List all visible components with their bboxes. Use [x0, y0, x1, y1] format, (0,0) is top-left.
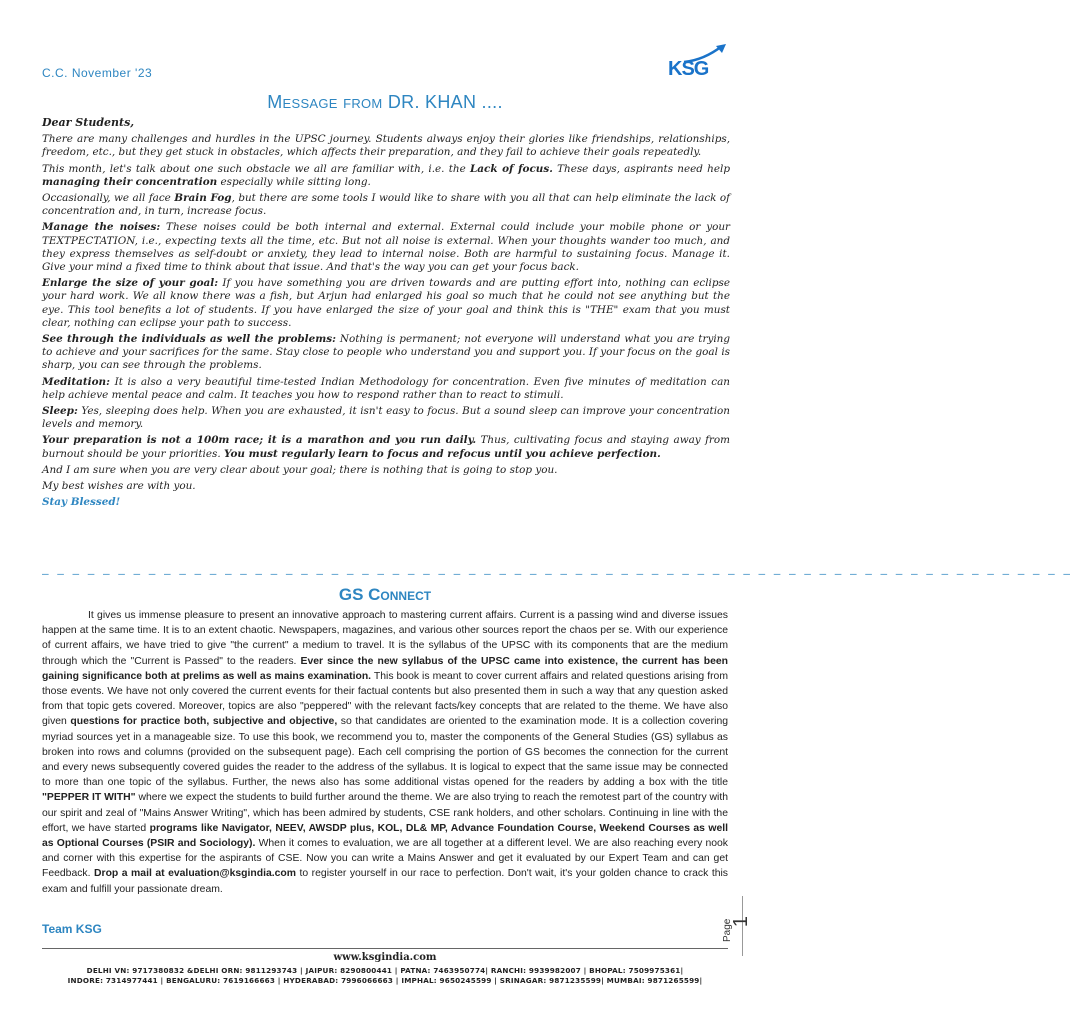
- greeting: Dear Students,: [42, 116, 135, 129]
- message-title: Message from DR. KHAN ....: [267, 92, 503, 112]
- paragraph-noises: Manage the noises: These noises could be both internal and external. External could include your mobile phone or your TEXTPECTATION, i.e., expecting texts all the time, etc. But not all noise is external. When your thoughts wander too much, and they express themselves as self-doubt or anxiety, they lead to internal noise. Both are harmful to sustaining focus. Manage it. Give your mind a fixed time to think about that issue. And that's the way you can get your focus back.: [42, 221, 730, 274]
- paragraph-intro: There are many challenges and hurdles in the UPSC journey. Students always enjoy their glories like friendships, relationships, freedom, etc., but they get stuck in obstacles, which affects their preparation, and they fail to achieve their goals repeatedly.: [42, 133, 730, 159]
- gs-connect-body: [42, 608, 728, 897]
- closing: Stay Blessed!: [42, 496, 121, 509]
- ksg-logo: [664, 44, 728, 80]
- page-number: 1: [730, 915, 753, 928]
- footer-rule: [42, 948, 728, 949]
- message-letter: [42, 116, 730, 512]
- paragraph-meditation: Meditation: It is also a very beautiful time-tested Indian Methodology for concentration. Even five minutes of meditation can help achieve mental peace and calm. It teaches you how to respond rather than to react to stimuli.: [42, 375, 730, 401]
- paragraph-see-through: See through the individuals as well the problems: Nothing is permanent; not everyone will understand what you are trying to achieve and your sacrifices for the same. Stay close to people who understand you and support you. If your focus on the goal is sharp, you can see through the problems.: [42, 333, 730, 372]
- gs-connect-title: GS Connect: [338, 585, 432, 604]
- gs-paragraph: It gives us immense pleasure to present an innovative approach to mastering current affairs. Current is a passing wind and diverse issues happen at the same time. It is to an extent chaotic. Newspapers, magazines, and various other sources report the chaos per se. With our experience of current affairs, we have tried to give "the current" a medium to travel. It is the syllabus of the UPSC with its components that are the medium through which the "Current is Passed" to the readers. Ever since the new syllabus of the UPSC came into existence, the current has been gaining significance both at prelims as well as mains examination. This book is meant to cover current affairs and related questions arising from those events. We have not only covered the current events for their factual contents but also presented them in such a way that any question asked from that topic gets covered. Moreover, topics are also "peppered" with the relevant facts/key concepts that are related to the theme. We have also given questions for practice both, subjective and objective, so that candidates are oriented to the examination mode. It is a collection covering myriad sources yet in a manageable size. To use this book, we recommend you to, master the components of the General Studies (GS) syllabus as broken into rows and columns (provided on the subsequent page). Each cell comprising the portion of GS becomes the connection for the current and every news subsequently covered guides the reader to the address of the syllabus. It is logical to expect that the same issue may be connected to more than one topic of the syllabus. Further, the news also has some additional vistas opened for the readers by adding a box with the title "PEPPER IT WITH" where we expect the students to build further around the theme. We are also trying to reach the remotest part of the country with our spirit and zeal of "Mains Answer Writing", which has been admired by students, CSE rank holders, and other scholars. Continuing in line with the effort, we have started programs like Navigator, NEEV, AWSDP plus, KOL, DL& MP, Advance Foundation Course, Weekend Courses as well as Optional Courses (PSIR and Sociology). When it comes to evaluation, we are all together at a different level. We are also reaching every nook and corner with this expertise for the aspirants of CSE. Now you can write a Mains Answer and get it evaluated by our Expert Team and can get Feedback. Drop a mail at evaluation@ksgindia.com to register yourself in our race to perfection. Don't wait, it's your golden chance to crack this exam and fulfill your passionate dream.: [42, 610, 729, 895]
- issue-date: C.C. November '23: [42, 66, 153, 80]
- team-signature: Team KSG: [42, 922, 102, 936]
- footer-contacts-2: INDORE: 7314977441 | BENGALURU: 7619166663 | HYDERABAD: 7996066663 | IMPHAL: 9650245599 | SRINAGAR: 9871235599| MUMBAI: 9871265599|: [67, 976, 703, 985]
- paragraph-wishes: My best wishes are with you.: [42, 480, 196, 493]
- paragraph-sleep: Sleep: Yes, sleeping does help. When you are exhausted, it isn't easy to focus. But a sound sleep can improve your concentration levels and memory.: [42, 405, 730, 431]
- footer-url[interactable]: www.ksgindia.com: [333, 952, 437, 963]
- paragraph-clarity: And I am sure when you are very clear about your goal; there is nothing that is going to stop you.: [42, 463, 558, 476]
- logo-text: KSG: [668, 58, 709, 80]
- paragraph-focus: This month, let's talk about one such obstacle we all are familiar with, i.e. the Lack of focus. These days, aspirants need help managing their concentration especially while sitting long.: [42, 162, 730, 188]
- page-word: Page: [722, 918, 733, 942]
- paragraph-marathon: Your preparation is not a 100m race; it is a marathon and you run daily. Thus, cultivating focus and staying away from burnout should be your priorities. You must regularly learn to focus and refocus until you achieve perfection.: [42, 434, 730, 460]
- paragraph-brain-fog: Occasionally, we all face Brain Fog, but there are some tools I would like to share with you all that can help eliminate the lack of concentration and, in turn, increase focus.: [42, 192, 730, 218]
- section-divider: – – – – – – – – – – – – – – – – – – – – – – – – – – – – – – – – – – – – – – – – – – – – – – – – – – – – – – – – – – – – – – – – – – – –: [42, 567, 1071, 580]
- footer-contacts-1: DELHI VN: 9717380832 &DELHI ORN: 9811293743 | JAIPUR: 8290800441 | PATNA: 7463950774| RANCHI: 9939982007 | BHOPAL: 7509975361|: [86, 966, 684, 975]
- paragraph-goal: Enlarge the size of your goal: If you have something you are driven towards and are putting effort into, nothing can eclipse your hard work. We all know there was a fish, but Arjun had enlarged his goal so much that he could not see anything but the eye. This tool benefits a lot of students. If you have enlarged the size of your goal and think this is "THE" exam that you must clear, nothing can eclipse your path to success.: [42, 277, 731, 329]
